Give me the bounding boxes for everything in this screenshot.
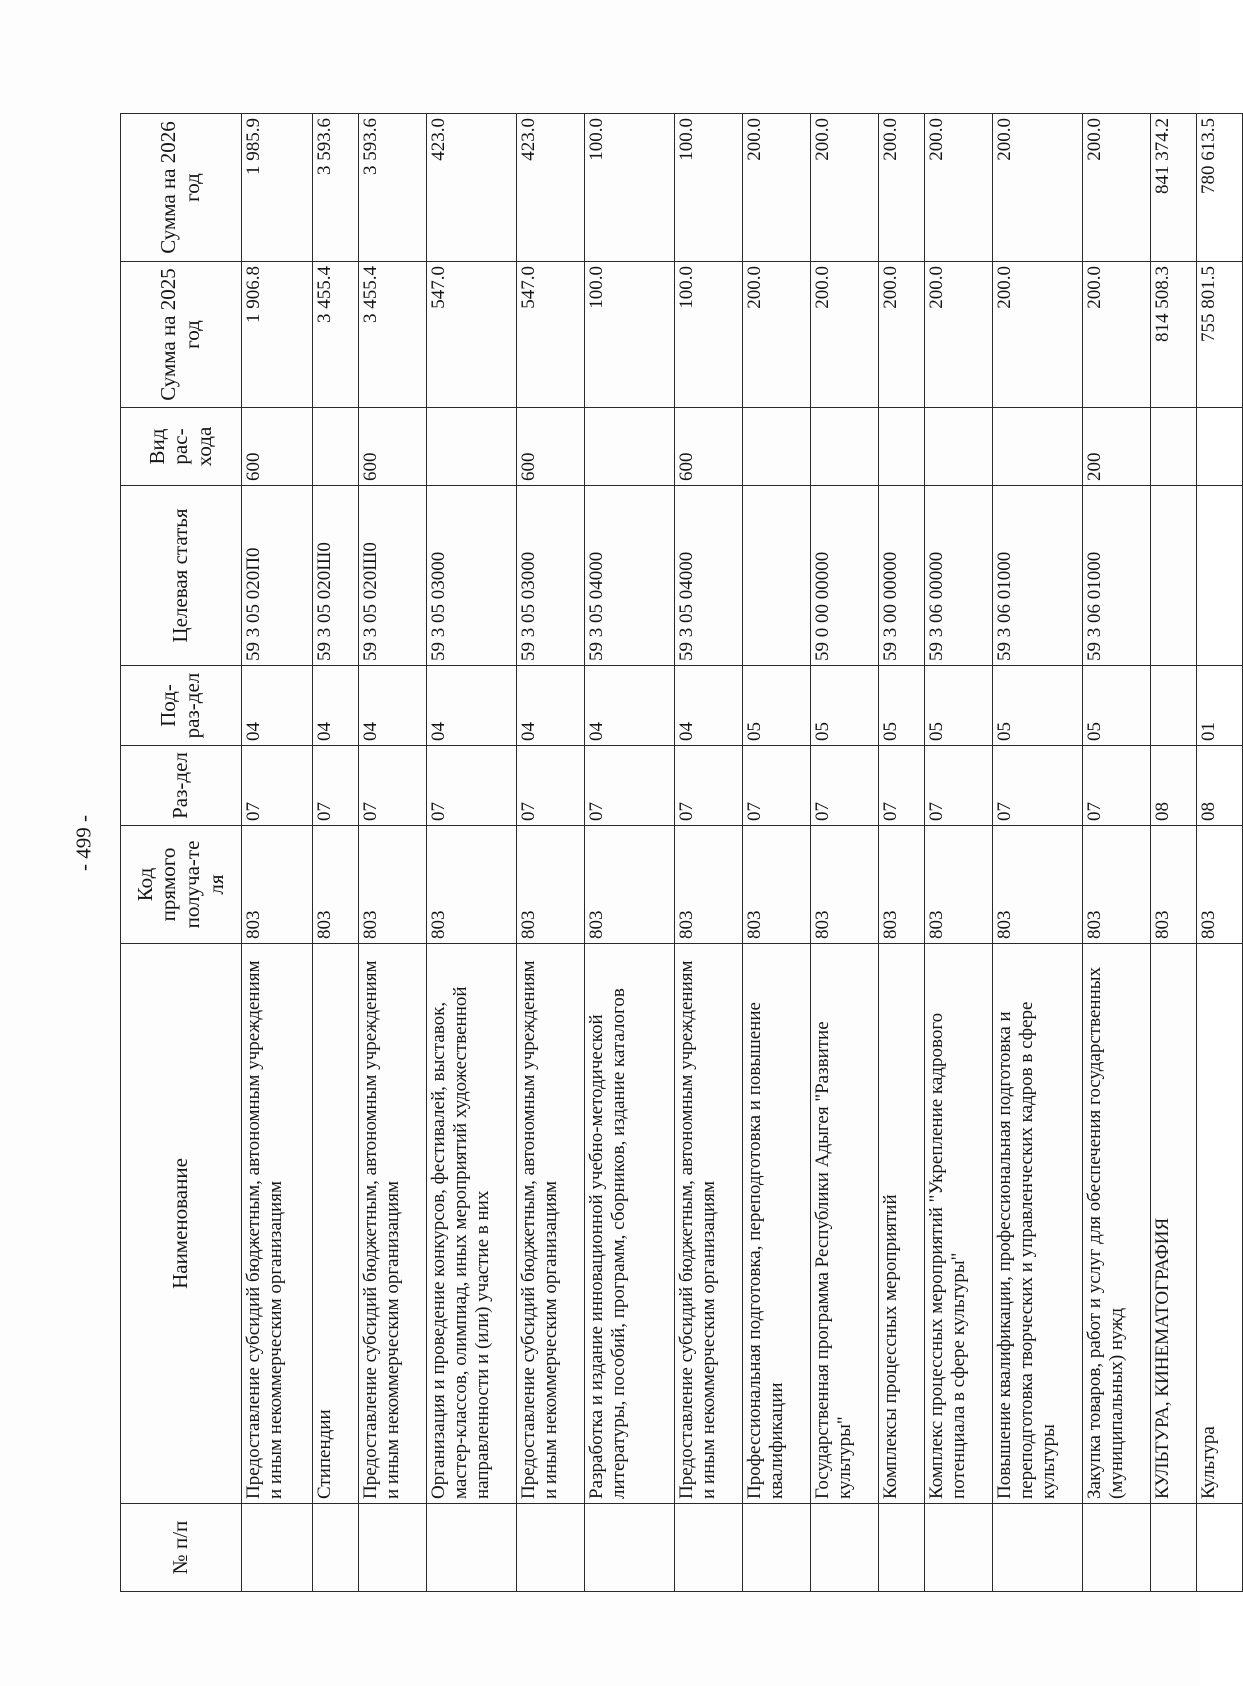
cell-recipient: 803 [242, 826, 313, 944]
header-section: Раз-дел [121, 746, 242, 826]
cell-section: 07 [359, 746, 427, 826]
cell-sum-2026: 200.0 [743, 114, 811, 262]
header-expense-type: Вид рас-хода [121, 408, 242, 486]
table-row [993, 114, 1083, 1592]
cell-sum-2025: 200.0 [993, 262, 1083, 408]
table-header-row [121, 114, 242, 1592]
cell-target: 59 3 05 04000 [585, 486, 675, 666]
cell-expense-type [925, 408, 993, 486]
cell-target: 59 3 05 03000 [427, 486, 517, 666]
cell-expense-type [585, 408, 675, 486]
table-row [925, 114, 993, 1592]
cell-num [675, 1504, 743, 1592]
cell-sum-2025: 547.0 [517, 262, 585, 408]
cell-subsection: 04 [675, 666, 743, 746]
cell-expense-type: 600 [517, 408, 585, 486]
cell-sum-2026: 780 613.5 [1197, 114, 1243, 262]
cell-expense-type: 600 [242, 408, 313, 486]
cell-name: Культура [1197, 944, 1243, 1504]
cell-section: 07 [993, 746, 1083, 826]
cell-expense-type [743, 408, 811, 486]
cell-target: 59 3 06 00000 [925, 486, 993, 666]
budget-table [120, 113, 1243, 1592]
cell-sum-2025: 814 508.3 [1151, 262, 1197, 408]
cell-name: Стипендии [313, 944, 359, 1504]
cell-recipient: 803 [585, 826, 675, 944]
cell-recipient: 803 [993, 826, 1083, 944]
cell-section: 08 [1197, 746, 1243, 826]
cell-section: 08 [1151, 746, 1197, 826]
cell-target: 59 3 05 020П0 [242, 486, 313, 666]
header-subsection: Под-раз-дел [121, 666, 242, 746]
cell-name: Организация и проведение конкурсов, фестивалей, выставок, мастер-классов, олимпиад, иных мероприятий художественной направленности и (или) участие в них [427, 944, 517, 1504]
cell-name: Предоставление субсидий бюджетным, автономным учреждениям и иным некоммерческим организациям [517, 944, 585, 1504]
cell-section: 07 [313, 746, 359, 826]
cell-sum-2026: 3 593.6 [359, 114, 427, 262]
cell-sum-2025: 200.0 [811, 262, 879, 408]
cell-name: Комплекс процессных мероприятий "Укрепление кадрового потенциала в сфере культуры" [925, 944, 993, 1504]
cell-name: Разработка и издание инновационной учебно-методической литературы, пособий, программ, сборников, издание каталогов [585, 944, 675, 1504]
cell-target: 59 3 00 00000 [879, 486, 925, 666]
cell-sum-2025: 200.0 [743, 262, 811, 408]
cell-recipient: 803 [811, 826, 879, 944]
table-row [427, 114, 517, 1592]
table-row [1151, 114, 1197, 1592]
cell-recipient: 803 [925, 826, 993, 944]
cell-target: 59 3 05 020Ш0 [313, 486, 359, 666]
cell-subsection: 04 [517, 666, 585, 746]
cell-sum-2026: 841 374.2 [1151, 114, 1197, 262]
cell-target: 59 3 06 01000 [1083, 486, 1151, 666]
table-row [242, 114, 313, 1592]
table-row [811, 114, 879, 1592]
cell-num [313, 1504, 359, 1592]
cell-sum-2026: 100.0 [585, 114, 675, 262]
cell-num [879, 1504, 925, 1592]
cell-sum-2026: 200.0 [925, 114, 993, 262]
cell-sum-2026: 200.0 [811, 114, 879, 262]
cell-sum-2025: 3 455.4 [359, 262, 427, 408]
cell-sum-2025: 755 801.5 [1197, 262, 1243, 408]
cell-expense-type [1151, 408, 1197, 486]
cell-sum-2025: 3 455.4 [313, 262, 359, 408]
cell-sum-2026: 200.0 [1083, 114, 1151, 262]
cell-target [1197, 486, 1243, 666]
cell-sum-2026: 423.0 [427, 114, 517, 262]
table-row [1197, 114, 1243, 1592]
cell-section: 07 [517, 746, 585, 826]
cell-subsection: 05 [1083, 666, 1151, 746]
cell-sum-2026: 100.0 [675, 114, 743, 262]
cell-section: 07 [879, 746, 925, 826]
cell-subsection: 04 [313, 666, 359, 746]
cell-target: 59 3 05 020Ш0 [359, 486, 427, 666]
cell-num [1083, 1504, 1151, 1592]
cell-name: Предоставление субсидий бюджетным, автономным учреждениям и иным некоммерческим организациям [359, 944, 427, 1504]
cell-recipient: 803 [675, 826, 743, 944]
cell-name: Закупка товаров, работ и услуг для обеспечения государственных (муниципальных) нужд [1083, 944, 1151, 1504]
cell-target [743, 486, 811, 666]
cell-name: КУЛЬТУРА, КИНЕМАТОГРАФИЯ [1151, 944, 1197, 1504]
cell-section: 07 [675, 746, 743, 826]
table-row [517, 114, 585, 1592]
cell-sum-2026: 200.0 [879, 114, 925, 262]
cell-expense-type [1197, 408, 1243, 486]
header-num: № п/п [121, 1504, 242, 1592]
cell-subsection: 05 [993, 666, 1083, 746]
cell-sum-2025: 1 906.8 [242, 262, 313, 408]
cell-target: 59 3 06 01000 [993, 486, 1083, 666]
cell-expense-type: 600 [675, 408, 743, 486]
cell-section: 07 [811, 746, 879, 826]
cell-recipient: 803 [1083, 826, 1151, 944]
cell-name: Предоставление субсидий бюджетным, автономным учреждениям и иным некоммерческим организациям [675, 944, 743, 1504]
cell-recipient: 803 [359, 826, 427, 944]
cell-expense-type: 200 [1083, 408, 1151, 486]
cell-subsection: 04 [359, 666, 427, 746]
table-row [1083, 114, 1151, 1592]
cell-num [585, 1504, 675, 1592]
cell-name: Государственная программа Республики Адыгея "Развитие культуры" [811, 944, 879, 1504]
table-row [675, 114, 743, 1592]
cell-target [1151, 486, 1197, 666]
cell-recipient: 803 [313, 826, 359, 944]
cell-subsection: 04 [242, 666, 313, 746]
cell-target: 59 0 00 00000 [811, 486, 879, 666]
cell-subsection: 05 [879, 666, 925, 746]
cell-subsection: 04 [585, 666, 675, 746]
budget-table-container [120, 114, 1219, 1592]
cell-expense-type [879, 408, 925, 486]
cell-section: 07 [242, 746, 313, 826]
cell-recipient: 803 [517, 826, 585, 944]
cell-recipient: 803 [427, 826, 517, 944]
cell-sum-2025: 200.0 [925, 262, 993, 408]
cell-target: 59 3 05 04000 [675, 486, 743, 666]
cell-num [1151, 1504, 1197, 1592]
cell-num [925, 1504, 993, 1592]
cell-name: Повышение квалификации, профессиональная подготовка и переподготовка творческих и управленческих кадров в сфере культуры [993, 944, 1083, 1504]
table-row [313, 114, 359, 1592]
cell-subsection: 04 [427, 666, 517, 746]
table-row [743, 114, 811, 1592]
cell-sum-2026: 3 593.6 [313, 114, 359, 262]
cell-section: 07 [925, 746, 993, 826]
cell-expense-type [427, 408, 517, 486]
cell-num [993, 1504, 1083, 1592]
table-row [585, 114, 675, 1592]
header-sum-2025: Сумма на 2025 год [121, 262, 242, 408]
table-row [879, 114, 925, 1592]
cell-num [359, 1504, 427, 1592]
cell-section: 07 [585, 746, 675, 826]
cell-subsection: 05 [811, 666, 879, 746]
cell-subsection: 01 [1197, 666, 1243, 746]
cell-name: Профессиональная подготовка, переподготовка и повышение квалификации [743, 944, 811, 1504]
cell-num [517, 1504, 585, 1592]
cell-sum-2026: 200.0 [993, 114, 1083, 262]
cell-subsection [1151, 666, 1197, 746]
cell-num [427, 1504, 517, 1592]
cell-sum-2025: 200.0 [1083, 262, 1151, 408]
header-target: Целевая статья [121, 486, 242, 666]
header-name: Наименование [121, 944, 242, 1504]
cell-recipient: 803 [1197, 826, 1243, 944]
cell-sum-2025: 100.0 [675, 262, 743, 408]
cell-expense-type [993, 408, 1083, 486]
page-number: - 499 - [71, 815, 96, 871]
cell-subsection: 05 [743, 666, 811, 746]
cell-recipient: 803 [1151, 826, 1197, 944]
cell-sum-2026: 423.0 [517, 114, 585, 262]
cell-recipient: 803 [743, 826, 811, 944]
cell-expense-type [313, 408, 359, 486]
cell-name: Предоставление субсидий бюджетным, автономным учреждениям и иным некоммерческим организациям [242, 944, 313, 1504]
cell-num [242, 1504, 313, 1592]
cell-sum-2025: 100.0 [585, 262, 675, 408]
cell-num [1197, 1504, 1243, 1592]
cell-expense-type: 600 [359, 408, 427, 486]
cell-num [811, 1504, 879, 1592]
cell-expense-type [811, 408, 879, 486]
header-recipient: Код прямого получа-те ля [121, 826, 242, 944]
cell-num [743, 1504, 811, 1592]
cell-sum-2025: 200.0 [879, 262, 925, 408]
cell-subsection: 05 [925, 666, 993, 746]
cell-recipient: 803 [879, 826, 925, 944]
cell-section: 07 [743, 746, 811, 826]
cell-target: 59 3 05 03000 [517, 486, 585, 666]
cell-sum-2026: 1 985.9 [242, 114, 313, 262]
header-sum-2026: Сумма на 2026 год [121, 114, 242, 262]
cell-name: Комплексы процессных мероприятий [879, 944, 925, 1504]
cell-section: 07 [427, 746, 517, 826]
cell-sum-2025: 547.0 [427, 262, 517, 408]
cell-section: 07 [1083, 746, 1151, 826]
table-row [359, 114, 427, 1592]
